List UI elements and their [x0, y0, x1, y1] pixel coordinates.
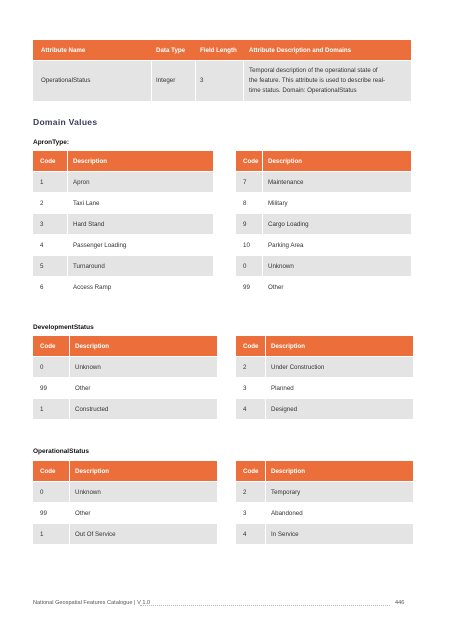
- code-cell: 3: [236, 503, 266, 523]
- description-cell: Access Ramp: [73, 283, 112, 291]
- development-status-label: DevelopmentStatus: [33, 324, 94, 331]
- table-row: [236, 214, 411, 234]
- table-row: [236, 277, 411, 297]
- description-cell: Unknown: [75, 363, 101, 371]
- description-line: the feature. This attribute is used to describe real-: [249, 77, 386, 84]
- attribute-name-cell: OperationalStatus: [41, 77, 91, 84]
- code-cell: 99: [33, 378, 70, 398]
- description-cell: Cargo Loading: [268, 220, 309, 228]
- page-number: 446: [395, 600, 405, 606]
- description-cell: [249, 66, 385, 96]
- description-cell: Out Of Service: [75, 530, 116, 538]
- description-cell: In Service: [271, 530, 299, 538]
- description-cell: Other: [75, 509, 91, 517]
- code-cell: 0: [33, 357, 70, 377]
- code-cell: 1: [33, 524, 70, 544]
- code-cell: 2: [33, 193, 68, 213]
- operational-right-header: [236, 461, 413, 481]
- table-row: [33, 357, 217, 377]
- description-cell: Maintenance: [268, 178, 304, 186]
- code-cell: 2: [236, 357, 266, 377]
- table-row: [236, 378, 413, 398]
- header-description: Description: [271, 342, 306, 350]
- table-row: [236, 256, 411, 276]
- code-cell: 4: [236, 524, 266, 544]
- table-row: [33, 399, 217, 419]
- description-cell: Passenger Loading: [73, 241, 127, 249]
- apron-right-header: [236, 151, 411, 171]
- description-cell: Other: [268, 283, 284, 291]
- header-description: Description: [271, 467, 306, 475]
- operational-status-label: OperationalStatus: [33, 448, 89, 455]
- code-cell: 3: [33, 214, 68, 234]
- development-right-header: [236, 336, 413, 356]
- column-divider: [151, 61, 152, 101]
- footer-dot-leader: [140, 605, 390, 606]
- table-row: [236, 235, 411, 255]
- column-divider: [195, 61, 196, 101]
- table-row: [236, 482, 413, 502]
- code-cell: 0: [33, 482, 70, 502]
- table-row: [236, 524, 413, 544]
- section-title: Domain Values: [33, 117, 98, 127]
- header-code: Code: [236, 336, 266, 356]
- code-cell: 5: [33, 256, 68, 276]
- header-field-length: Field Length: [200, 46, 237, 54]
- description-cell: Under Construction: [271, 363, 325, 371]
- code-cell: 9: [236, 214, 263, 234]
- description-cell: Planned: [271, 384, 294, 392]
- table-row: [33, 378, 217, 398]
- description-cell: Parking Area: [268, 241, 304, 249]
- table-row: [236, 172, 411, 192]
- description-cell: Constructed: [75, 405, 109, 413]
- table-row: [33, 214, 213, 234]
- description-cell: Unknown: [268, 262, 294, 270]
- description-cell: Turnaround: [73, 262, 105, 270]
- code-cell: 4: [33, 235, 68, 255]
- description-cell: Military: [268, 199, 288, 207]
- header-code: Code: [33, 336, 70, 356]
- header-data-type: Data Type: [156, 46, 186, 54]
- table-row: [33, 172, 213, 192]
- data-type-cell: Integer: [156, 77, 176, 84]
- description-cell: Abandoned: [271, 509, 303, 517]
- table-row: [33, 193, 213, 213]
- development-left-header: [33, 336, 217, 356]
- description-cell: Temporary: [271, 488, 301, 496]
- attribute-table-header: [33, 40, 411, 60]
- header-description: Description: [268, 157, 303, 165]
- field-length-cell: 3: [200, 77, 204, 84]
- header-code: Code: [236, 461, 266, 481]
- code-cell: 1: [33, 172, 68, 192]
- code-cell: 3: [236, 378, 266, 398]
- description-line: time status. Domain: OperationalStatus: [249, 87, 357, 94]
- code-cell: 8: [236, 193, 263, 213]
- description-cell: Designed: [271, 405, 298, 413]
- header-code: Code: [33, 461, 70, 481]
- code-cell: 7: [236, 172, 263, 192]
- apron-type-label: ApronType:: [33, 139, 69, 146]
- header-attribute-description: Attribute Description and Domains: [249, 46, 352, 54]
- table-row: [33, 482, 217, 502]
- table-row: [33, 256, 213, 276]
- table-row: [236, 357, 413, 377]
- column-divider: [243, 61, 244, 101]
- table-row: [33, 524, 217, 544]
- code-cell: 2: [236, 482, 266, 502]
- table-row: [236, 193, 411, 213]
- code-cell: 0: [236, 256, 263, 276]
- footer-text: National Geospatial Features Catalogue | V 1.0: [33, 600, 151, 606]
- table-row: [33, 503, 217, 523]
- description-cell: Apron: [73, 178, 90, 186]
- table-row: [33, 235, 213, 255]
- description-cell: Taxi Lane: [73, 199, 100, 207]
- table-row: [236, 503, 413, 523]
- code-cell: 6: [33, 277, 68, 297]
- table-row: [236, 399, 413, 419]
- header-code: Code: [33, 151, 68, 171]
- description-line: Temporal description of the operational state of: [249, 67, 378, 74]
- header-attribute-name: Attribute Name: [41, 46, 86, 54]
- code-cell: 4: [236, 399, 266, 419]
- code-cell: 1: [33, 399, 70, 419]
- operational-left-header: [33, 461, 217, 481]
- header-code: Code: [236, 151, 263, 171]
- attribute-table-row: [33, 61, 411, 101]
- description-cell: Hard Stand: [73, 220, 105, 228]
- header-description: Description: [75, 342, 110, 350]
- header-description: Description: [75, 467, 110, 475]
- apron-left-header: [33, 151, 213, 171]
- table-row: [33, 277, 213, 297]
- code-cell: 10: [236, 235, 263, 255]
- header-description: Description: [73, 157, 108, 165]
- description-cell: Other: [75, 384, 91, 392]
- code-cell: 99: [33, 503, 70, 523]
- description-cell: Unknown: [75, 488, 101, 496]
- code-cell: 99: [236, 277, 263, 297]
